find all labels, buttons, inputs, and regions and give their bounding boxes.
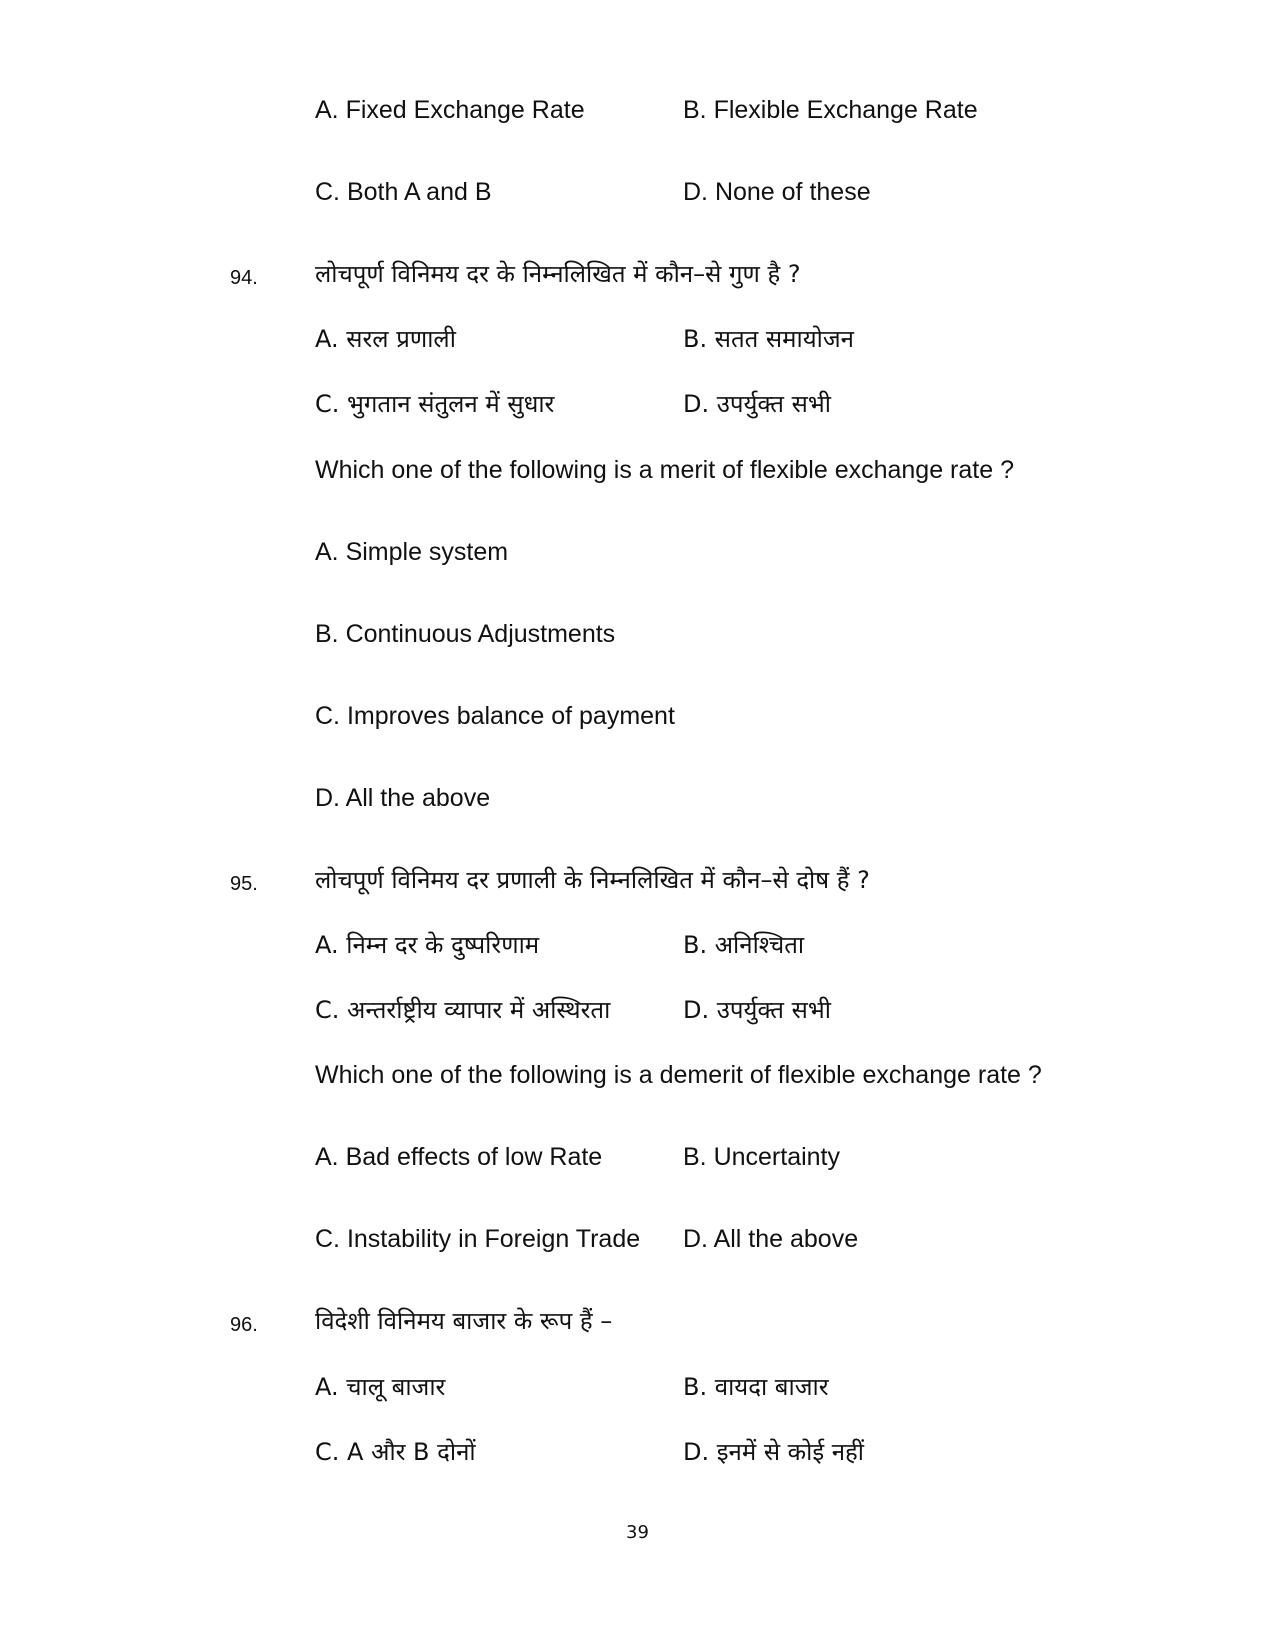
q94-number: 94. — [230, 267, 258, 289]
q94-english-option-c: C. Improves balance of payment — [315, 702, 675, 730]
q95-english-option-c: C. Instability in Foreign Trade — [315, 1225, 641, 1253]
q95-english-option-b: B. Uncertainty — [683, 1143, 841, 1171]
q95-english-question: Which one of the following is a demerit of flexible exchange rate ? — [315, 1061, 1042, 1089]
q96-hindi-question: विदेशी विनिमय बाजार के रूप हैं – — [315, 1307, 613, 1335]
q96-hindi-option-b: B. वायदा बाजार — [683, 1373, 829, 1401]
q95-hindi-option-d: D. उपर्युक्त सभी — [683, 996, 831, 1024]
q94-hindi-option-c: C. भुगतान संतुलन में सुधार — [315, 390, 555, 418]
q95-english-option-d: D. All the above — [683, 1225, 859, 1253]
q94-english-option-b: B. Continuous Adjustments — [315, 620, 616, 648]
q95-hindi-question: लोचपूर्ण विनिमय दर प्रणाली के निम्नलिखित में कौन–से दोष हैं ? — [315, 866, 870, 894]
page-number: 39 — [626, 1522, 649, 1543]
q95-hindi-option-a: A. निम्न दर के दुष्परिणाम — [315, 931, 540, 959]
q94-english-option-a: A. Simple system — [315, 538, 509, 566]
q95-english-option-a: A. Bad effects of low Rate — [315, 1143, 603, 1171]
q93-option-b: B. Flexible Exchange Rate — [683, 96, 978, 124]
q93-option-d: D. None of these — [683, 178, 871, 206]
q93-option-a: A. Fixed Exchange Rate — [315, 96, 585, 124]
q95-hindi-option-b: B. अनिश्चिता — [683, 931, 805, 959]
q96-hindi-option-a: A. चालू बाजार — [315, 1373, 446, 1401]
q95-hindi-option-c: C. अन्तर्राष्ट्रीय व्यापार में अस्थिरता — [315, 996, 611, 1024]
q94-hindi-option-b: B. सतत समायोजन — [683, 325, 854, 353]
q94-hindi-option-a: A. सरल प्रणाली — [315, 325, 456, 353]
q93-option-c: C. Both A and B — [315, 178, 492, 206]
q94-hindi-question: लोचपूर्ण विनिमय दर के निम्नलिखित में कौन–से गुण है ? — [315, 260, 801, 288]
q96-number: 96. — [230, 1314, 258, 1336]
q94-english-question: Which one of the following is a merit of flexible exchange rate ? — [315, 456, 1014, 484]
q96-hindi-option-c: C. A और B दोनों — [315, 1438, 476, 1466]
q95-number: 95. — [230, 873, 258, 895]
q94-english-option-d: D. All the above — [315, 784, 491, 812]
q94-hindi-option-d: D. उपर्युक्त सभी — [683, 390, 831, 418]
q96-hindi-option-d: D. इनमें से कोई नहीं — [683, 1438, 865, 1466]
